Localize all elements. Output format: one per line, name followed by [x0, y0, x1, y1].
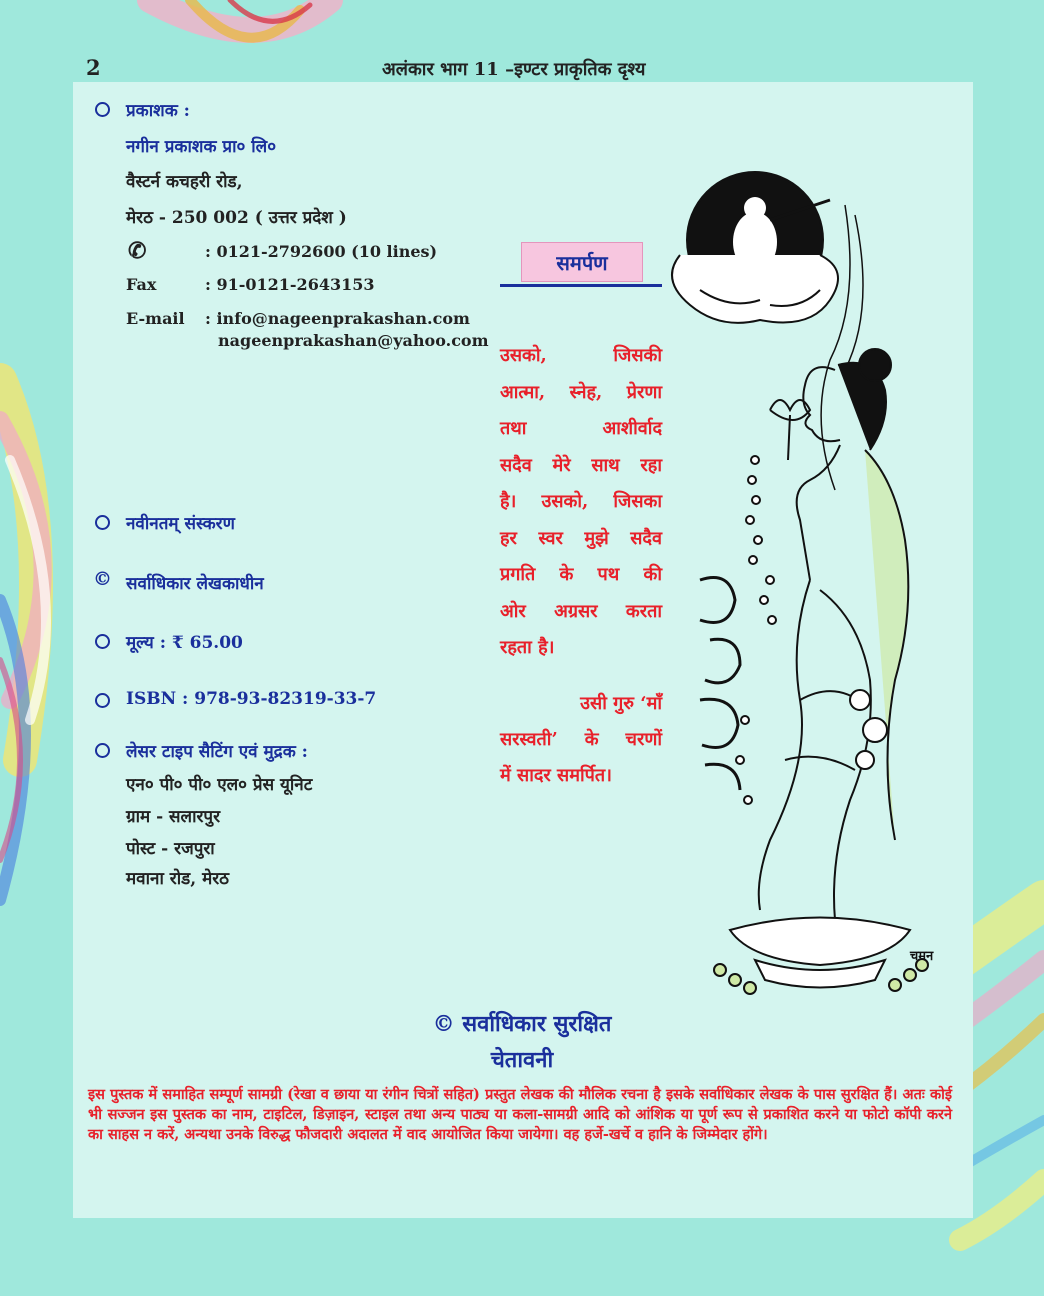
page-header-title: अलंकार भाग 11 –इण्टर प्राकृतिक दृश्य	[382, 59, 646, 80]
bullet-icon	[95, 102, 110, 117]
printer-heading: लेसर टाइप सैटिंग एवं मुद्रक :	[126, 742, 308, 762]
isbn-line: ISBN : 978-93-82319-33-7	[126, 689, 377, 709]
printer-line2: ग्राम - सलारपुर	[126, 807, 221, 827]
dedication-line: तथा आशीर्वाद	[500, 418, 662, 439]
dedication-underline	[500, 284, 662, 287]
rights-reserved-title: © सर्वाधिकार सुरक्षित	[432, 1011, 612, 1037]
dedication-line: उसको, जिसकी	[500, 345, 662, 366]
printer-line1: एन० पी० पी० एल० प्रेस यूनिट	[126, 775, 313, 795]
artist-signature: चमन	[910, 949, 934, 964]
dedication-title: समर्पण	[521, 242, 643, 282]
warning-text: इस पुस्तक में समाहित सम्पूर्ण सामग्री (रेखा व छाया या रंगीन चित्रों सहित) प्रस्तुत लेखक की मौलिक रचना है इसके सर्वाधिकार लेखक के पास सुरक्षित हैं। अतः कोई भी सज्जन इस पुस्तक का नाम, टाइटिल, डिज़ाइन, स्टाइल तथा अन्य पाठ्य या कला-सामग्री आदि को आंशिक या पूर्ण रूप से प्रकाशित करने या फोटो कॉपी करने का साहस न करें, अन्यथा उनके विरुद्ध फौजदारी अदालत में वाद आयोजित किया जायेगा। वह हर्जे-खर्चे व हानि के जिम्मेदार होंगे।	[88, 1086, 952, 1143]
dedication-paragraph	[500, 338, 662, 667]
saraswati-illustration	[660, 160, 970, 1010]
dedication-line: हर स्वर मुझे सदैव	[500, 527, 662, 549]
phone-number: : 0121-2792600 (10 lines)	[205, 242, 438, 261]
email-secondary: nageenprakashan@yahoo.com	[218, 331, 489, 350]
copyright-line: सर्वाधिकार लेखकाधीन	[126, 574, 264, 594]
dedication-line: उसी गुरु ‘माँ	[580, 693, 662, 714]
bullet-icon	[95, 515, 110, 530]
bullet-icon	[95, 693, 110, 708]
fax-number: : 91-0121-2643153	[205, 275, 375, 294]
publisher-address-line1: वैस्टर्न कचहरी रोड,	[126, 172, 243, 192]
publisher-name: नगीन प्रकाशक प्रा० लि०	[126, 137, 277, 157]
dedication-line: सदैव मेरे साथ रहा	[500, 454, 662, 476]
dedication-line: है। उसको, जिसका	[500, 491, 662, 512]
copyright-icon: ©	[93, 568, 112, 590]
warning-title: चेतावनी	[490, 1047, 554, 1073]
dedication-paragraph-2	[500, 686, 662, 794]
dedication-line: प्रगति के पथ की	[500, 564, 662, 585]
dedication-line: रहता है।	[500, 637, 555, 658]
dedication-line: में सादर समर्पित।	[500, 765, 612, 786]
publisher-address-line2: मेरठ - 250 002 ( उत्तर प्रदेश )	[126, 208, 347, 228]
fax-label: Fax	[126, 275, 157, 294]
printer-line4: मवाना रोड, मेरठ	[126, 869, 230, 889]
page-number: 2	[86, 55, 101, 80]
printer-line3: पोस्ट - रजपुरा	[126, 839, 215, 859]
bullet-icon	[95, 634, 110, 649]
phone-icon: ✆	[128, 238, 147, 264]
email-label: E-mail	[126, 309, 185, 328]
dedication-line: सरस्वती’ के चरणों	[500, 729, 662, 750]
email-primary: : info@nageenprakashan.com	[205, 309, 470, 328]
edition-line: नवीनतम् संस्करण	[126, 514, 235, 534]
publisher-heading: प्रकाशक :	[126, 101, 190, 121]
price-line: मूल्य : ₹ 65.00	[126, 633, 243, 653]
bullet-icon	[95, 743, 110, 758]
dedication-line: आत्मा, स्नेह, प्रेरणा	[500, 381, 662, 403]
dedication-line: ओर अग्रसर करता	[500, 600, 662, 622]
